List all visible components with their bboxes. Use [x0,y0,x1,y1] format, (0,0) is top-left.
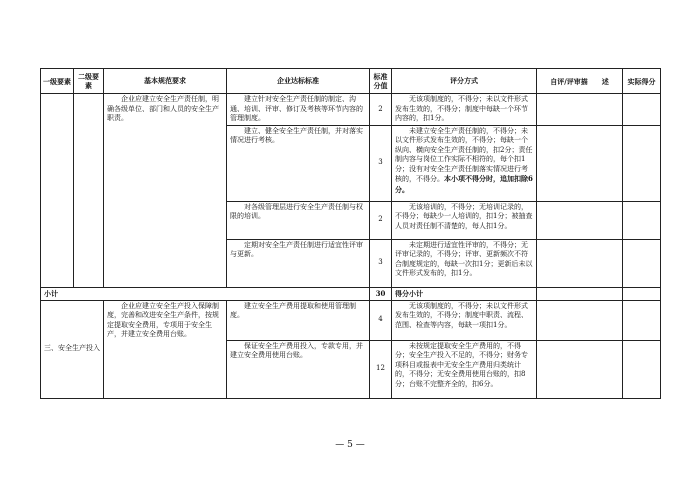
method-cell [392,125,537,201]
standard-cell: 定期对安全生产责任制进行适宜性评审与更新。 [227,239,370,287]
basic-requirement-cell: 企业应建立安全生产责任制，明确各级单位、部门和人员的安全生产职责。 [104,94,227,288]
standard-cell: 建立针对安全生产责任制的制定、沟通、培训、评审、修订及考核等环节内容的管理制度。 [227,94,370,126]
standard-cell: 建立安全生产费用提取和使用管理制度。 [227,300,370,340]
method-bold-note: 本小项不得分时，追加扣除6分。 [395,174,533,194]
subtotal-method: 得分小计 [392,287,537,300]
method-cell: 无该培训的，不得分；无培训记录的，不得分；每缺少一人培训的，扣1分；被抽查人员对责任制不清楚的，每人扣1分。 [392,201,537,239]
subtotal-label: 小计 [41,287,370,300]
self-review-cell [537,239,623,287]
actual-score-cell [623,340,661,398]
actual-score-cell [623,300,661,340]
table-header-row [41,69,661,94]
basic-requirement-cell: 企业应建立安全生产投入保障制度，完善和改进安全生产条件，按规定提取安全费用，专项用于安全生产，并建立安全费用台账。 [104,300,227,398]
standard-cell: 建立、健全安全生产责任制，并对落实情况进行考核。 [227,125,370,201]
level1-cell [41,94,74,288]
method-cell: 无该项制度的，不得分；未以文件形式发布生效的，不得分；制度中每缺一个环节内容的，扣1分。 [392,94,537,126]
subtotal-score: 30 [370,287,392,300]
level2-cell [74,94,104,288]
method-cell: 未按规定提取安全生产费用的，不得分；安全生产投入不足的，不得分；财务专项科目或报表中无安全生产费用归类统计的，不得分；无安全费用使用台账的，扣8分；台账不完整齐全的，扣6分。 [392,340,537,398]
standard-cell: 保证安全生产费用投入，专款专用，并建立安全费用使用台账。 [227,340,370,398]
self-review-cell [537,201,623,239]
header-level2: 二级要素 [74,69,104,94]
header-standard: 企业达标标准 [227,69,370,94]
self-review-cell [537,300,623,340]
subtotal-self-review [537,287,623,300]
self-review-cell [537,340,623,398]
standards-table-sheet [40,68,660,399]
header-basic-requirements: 基本规范要求 [104,69,227,94]
header-actual-score: 实际得分 [623,69,661,94]
table-row [41,94,661,126]
score-cell: 3 [370,239,392,287]
subtotal-row [41,287,661,300]
subtotal-actual [623,287,661,300]
method-cell: 无该项制度的，不得分；未以文件形式发布生效的，不得分；制度中职责、流程、范围、检查等内容，每缺一项扣1分。 [392,300,537,340]
method-cell: 未定期进行适宜性评审的，不得分；无评审记录的，不得分；评审、更新频次不符合制度规定的，每缺一次扣1分；更新后未以文件形式发布的，扣1分。 [392,239,537,287]
standards-table [40,68,661,399]
score-cell: 12 [370,340,392,398]
actual-score-cell [623,125,661,201]
score-cell: 2 [370,94,392,126]
self-review-cell [537,125,623,201]
page-number: — 5 — [335,440,365,450]
header-score: 标准分值 [370,69,392,94]
header-scoring-method: 评分方式 [392,69,537,94]
standard-cell: 对各级管理层进行安全生产责任制与权限的培训。 [227,201,370,239]
self-review-cell [537,94,623,126]
table-row [41,300,661,340]
header-level1: 一级要素 [41,69,74,94]
method-text: 未建立安全生产责任制的，不得分；未以文件形式发布生效的，不得分；每缺一个纵向、横向安全生产责任制的，扣2分；责任制内容与岗位工作实际不相符的，每个扣1分；没有对安全生产责任制落实情况进行考核的，不得分。 [395,126,533,183]
level1-section-title: 三、安全生产投入 [41,300,104,398]
score-cell: 2 [370,201,392,239]
actual-score-cell [623,201,661,239]
header-self-review: 自评/评审描 述 [537,69,623,94]
score-cell: 3 [370,125,392,201]
score-cell: 4 [370,300,392,340]
actual-score-cell [623,239,661,287]
actual-score-cell [623,94,661,126]
